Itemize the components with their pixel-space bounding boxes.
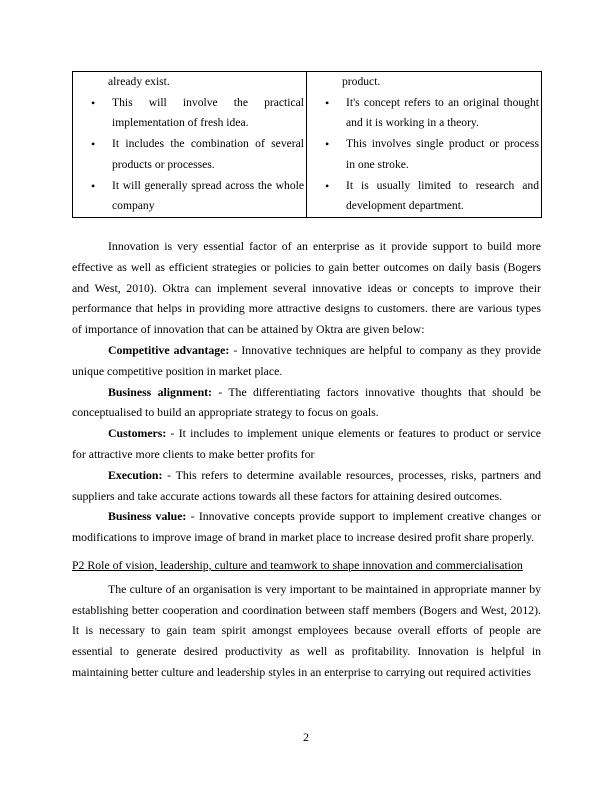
importance-term: Customers:: [108, 426, 167, 441]
bullet-list: [79, 93, 304, 217]
list-item: • It is usually limited to research and development department.: [313, 176, 539, 217]
importance-text: - Innovative techniques are helpful to company as they provide unique competitive position in market place.: [72, 342, 541, 378]
importance-item: [72, 382, 541, 424]
importance-text: - The differentiating factors innovative thoughts that should be conceptualised to build an appropriate strategy to focus on goals.: [72, 384, 541, 420]
table-cell-right: [307, 72, 542, 218]
importance-item: [72, 465, 541, 507]
importance-term: Business alignment:: [108, 384, 212, 399]
section-heading: P2 Role of vision, leadership, culture and teamwork to shape innovation and commercialisation: [72, 557, 523, 572]
importance-item: [72, 506, 541, 548]
continuation-text: product.: [342, 75, 381, 88]
importance-term: Business value:: [108, 509, 187, 524]
body-text: [72, 236, 541, 683]
bullet-list: [313, 93, 539, 217]
section-paragraph: The culture of an organisation is very important to be maintained in appropriate manner by establishing better cooperation and coordination between staff members (Bogers and West, 2012). It is necessary to gain team spirit amongst employees because overall efforts of people are essential to generate desired productivity as well as profitability. Innovation is helpful in maintaining better culture and leadership styles in an enterprise to carrying out required activities: [72, 581, 541, 679]
importance-text: - Innovative concepts provide support to implement creative changes or modifications to improve image of brand in market place to increase desired profit share properly.: [72, 509, 541, 545]
table-cell-left: [73, 72, 307, 218]
list-item: • This involves single product or process in one stroke.: [313, 134, 539, 175]
table-row: [73, 72, 542, 218]
page-number: 2: [303, 730, 309, 744]
importance-item: [72, 340, 541, 382]
importance-text: - It includes to implement unique elements or features to product or service for attractive more clients to make better profits for: [72, 426, 541, 461]
list-item: • It will generally spread across the whole company: [79, 176, 304, 217]
list-item: • It's concept refers to an original thought and it is working in a theory.: [313, 93, 539, 134]
list-item: • It includes the combination of several products or processes.: [79, 134, 304, 175]
importance-term: Execution:: [108, 467, 163, 482]
continuation-text: already exist.: [108, 75, 170, 88]
intro-paragraph: Innovation is very essential factor of an enterprise as it provide support to build more effective as well as efficient strategies or policies to gain better outcomes on daily basis (Bogers and West, 2010). Oktra can implement several innovative ideas or concepts to improve their performance that helps in providing more attractive designs to customers. there are various types of importance of innovation that can be attained by Oktra are given below:: [72, 239, 541, 337]
list-item: • This will involve the practical implementation of fresh idea.: [79, 93, 304, 134]
comparison-table: [72, 71, 542, 218]
importance-text: - This refers to determine available resources, processes, risks, partners and suppliers and take accurate actions towards all these factors for attaining desired outcomes.: [72, 467, 541, 503]
importance-term: Competitive advantage:: [108, 342, 230, 357]
importance-item: [72, 423, 541, 465]
